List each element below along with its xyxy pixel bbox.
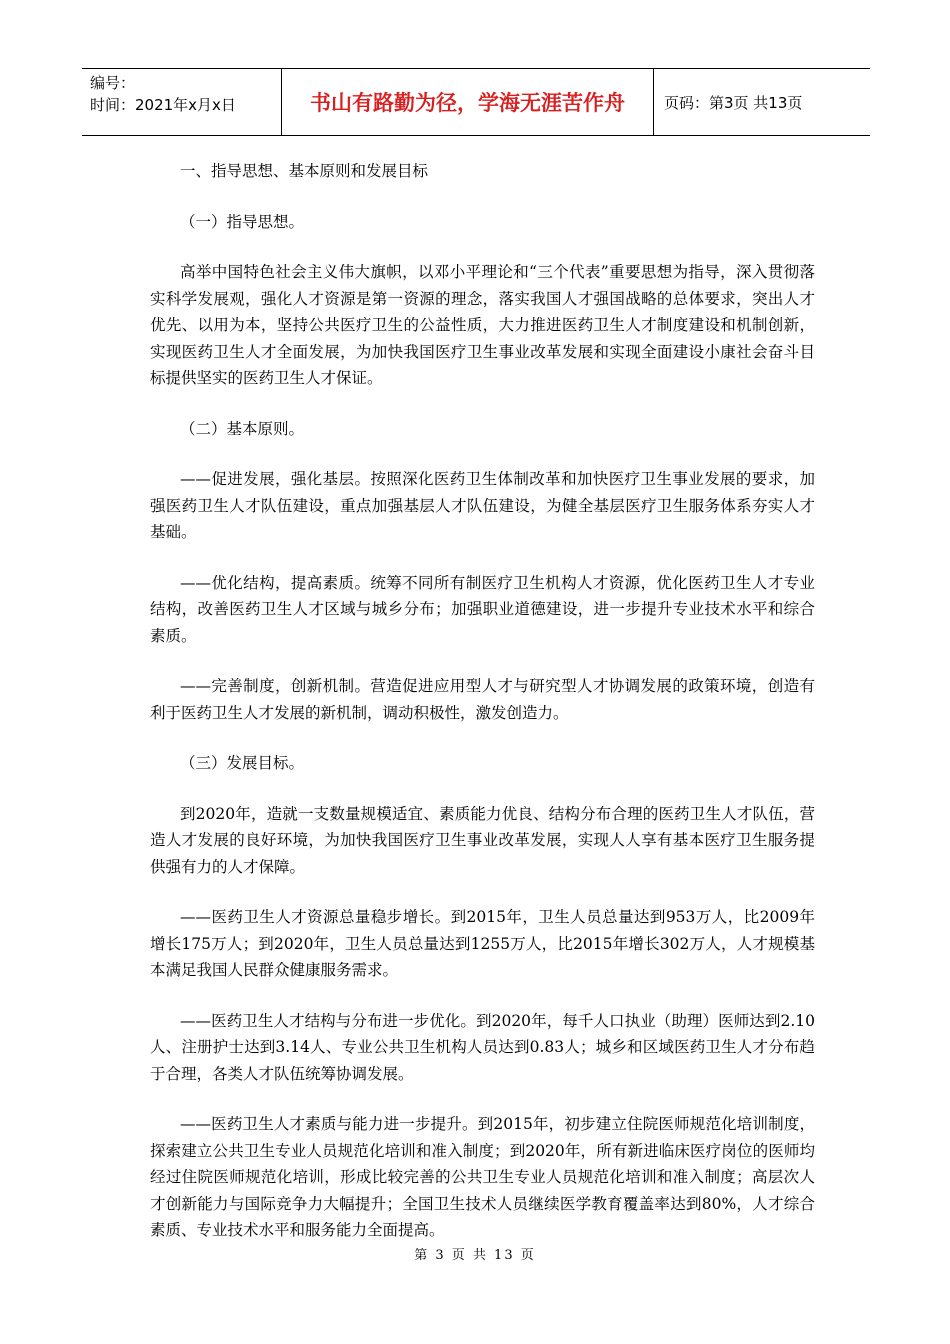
body-paragraph: 到2020年，造就一支数量规模适宜、素质能力优良、结构分布合理的医药卫生人才队伍，营造人才发展的良好环境，为加快我国医疗卫生事业改革发展，实现人人享有基本医疗卫生服务提供强有力的人才保障。 bbox=[150, 804, 815, 876]
subsection-heading: （三）发展目标。 bbox=[180, 754, 305, 772]
section-heading: 一、指导思想、基本原则和发展目标 bbox=[180, 162, 429, 180]
body-paragraph: ——优化结构，提高素质。统筹不同所有制医疗卫生机构人才资源，优化医药卫生人才专业结构，改善医药卫生人才区域与城乡分布；加强职业道德建设，进一步提升专业技术水平和综合素质。 bbox=[150, 573, 815, 645]
document-header bbox=[82, 68, 870, 136]
number-label: 编号： bbox=[90, 74, 136, 92]
header-page-info: 页码：第3页 共13页 bbox=[664, 93, 803, 112]
header-meta bbox=[82, 69, 282, 135]
body-paragraph: ——医药卫生人才结构与分布进一步优化。到2020年，每千人口执业（助理）医师达到2.10人、注册护士达到3.14人、专业公共卫生机构人员达到0.83人；城乡和区域医药卫生人才分布趋于合理，各类人才队伍统筹协调发展。 bbox=[150, 1011, 815, 1083]
page-footer: 第 3 页 共 13 页 bbox=[414, 1248, 536, 1263]
time-label: 时间：2021年x月x日 bbox=[90, 96, 236, 114]
subsection-heading: （一）指导思想。 bbox=[180, 212, 305, 231]
body-paragraph: ——医药卫生人才资源总量稳步增长。到2015年，卫生人员总量达到953万人，比2009年增长175万人；到2020年，卫生人员总量达到1255万人，比2015年增长302万人，人才规模基本满足我国人民群众健康服务需求。 bbox=[150, 908, 815, 979]
header-motto: 书山有路勤为径，学海无涯苦作舟 bbox=[282, 69, 654, 135]
body-paragraph: ——医药卫生人才素质与能力进一步提升。到2015年，初步建立住院医师规范化培训制度，探索建立公共卫生专业人员规范化培训和准入制度；到2020年，所有新进临床医疗岗位的医师均经过住院医师规范化培训，形成比较完善的公共卫生专业人员规范化培训和准入制度；高层次人才创新能力与国际竞争力大幅提升；全国卫生技术人员继续医学教育覆盖率达到80%，人才综合素质、专业技术水平和服务能力全面提高。 bbox=[150, 1115, 815, 1239]
subsection-heading: （二）基本原则。 bbox=[180, 419, 305, 438]
body-paragraph: ——完善制度，创新机制。营造促进应用型人才与研究型人才协调发展的政策环境，创造有利于医药卫生人才发展的新机制，调动积极性，激发创造力。 bbox=[150, 677, 815, 722]
body-paragraph: 高举中国特色社会主义伟大旗帜，以邓小平理论和“三个代表”重要思想为指导，深入贯彻落实科学发展观，强化人才资源是第一资源的理念，落实我国人才强国战略的总体要求，突出人才优先、以用为本，坚持公共医疗卫生的公益性质，大力推进医药卫生人才制度建设和机制创新，实现医药卫生人才全面发展，为加快我国医疗卫生事业改革发展和实现全面建设小康社会奋斗目标提供坚实的医药卫生人才保证。 bbox=[150, 263, 815, 387]
body-paragraph: ——促进发展，强化基层。按照深化医药卫生体制改革和加快医疗卫生事业发展的要求，加强医药卫生人才队伍建设，重点加强基层人才队伍建设，为健全基层医疗卫生服务体系夯实人才基础。 bbox=[150, 470, 815, 541]
document-body bbox=[150, 158, 815, 1268]
